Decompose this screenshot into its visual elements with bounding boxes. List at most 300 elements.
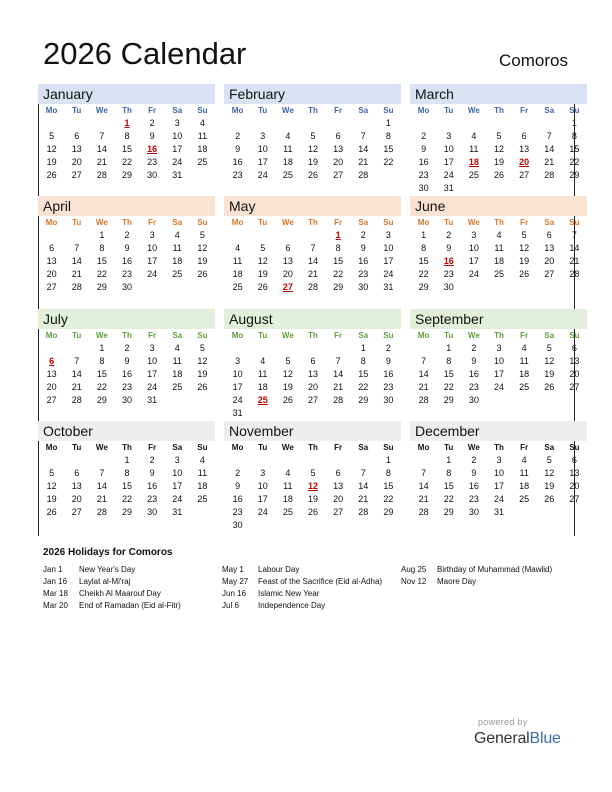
weekday-label: Th bbox=[308, 443, 318, 452]
weekday-label: Sa bbox=[172, 443, 183, 452]
logo-blue: Blue bbox=[529, 730, 561, 747]
weekday-label: Tu bbox=[444, 106, 454, 115]
weekday-label: Tu bbox=[72, 443, 82, 452]
day-cell: 1 bbox=[421, 230, 427, 240]
day-cell: 23 bbox=[418, 170, 429, 180]
day-cell: 6 bbox=[49, 243, 55, 253]
empty-day-cell bbox=[300, 117, 325, 130]
day-cell: 23 bbox=[383, 382, 394, 392]
day-cell: 26 bbox=[197, 382, 208, 392]
holiday-entry bbox=[222, 588, 387, 600]
day-cell: 19 bbox=[197, 369, 208, 379]
day-cell: 23 bbox=[232, 170, 243, 180]
day-cell: 18 bbox=[257, 382, 268, 392]
empty-day-cell bbox=[326, 342, 351, 355]
day-cell: 9 bbox=[235, 481, 241, 491]
weekday-label: We bbox=[281, 443, 294, 452]
weekday-row bbox=[224, 216, 401, 229]
day-cell: 18 bbox=[172, 256, 183, 266]
weekday-label: Sa bbox=[544, 443, 555, 452]
day-cell: 16 bbox=[468, 369, 479, 379]
day-cell: 19 bbox=[307, 494, 318, 504]
day-cell: 26 bbox=[282, 395, 293, 405]
weekday-label: Tu bbox=[72, 218, 82, 227]
day-cell: 24 bbox=[172, 157, 183, 167]
holiday-date: Nov 12 bbox=[401, 577, 427, 586]
weekday-label: Fr bbox=[334, 443, 343, 452]
empty-day-cell bbox=[411, 117, 436, 130]
day-cell: 11 bbox=[283, 144, 293, 154]
week-row bbox=[38, 355, 215, 368]
weekday-label: Sa bbox=[358, 443, 369, 452]
day-cell: 2 bbox=[124, 230, 130, 240]
holiday-name: Maore Day bbox=[437, 577, 477, 586]
day-cell: 3 bbox=[385, 230, 391, 240]
empty-day-cell bbox=[537, 182, 562, 195]
day-cell: 3 bbox=[260, 131, 266, 141]
empty-day-cell bbox=[64, 229, 89, 242]
day-cell: 7 bbox=[421, 356, 427, 366]
day-cell: 16 bbox=[121, 369, 132, 379]
weekday-label: Th bbox=[122, 218, 132, 227]
day-cell: 25 bbox=[282, 507, 293, 517]
day-cell: 20 bbox=[307, 382, 318, 392]
empty-day-cell bbox=[300, 342, 325, 355]
day-cell: 2 bbox=[471, 455, 477, 465]
day-cell: 26 bbox=[257, 282, 268, 292]
day-cell: 1 bbox=[571, 118, 577, 128]
day-cell: 13 bbox=[71, 481, 82, 491]
day-cell: 16 bbox=[468, 481, 479, 491]
day-cell: 19 bbox=[46, 157, 57, 167]
day-cell: 30 bbox=[383, 395, 394, 405]
empty-day-cell bbox=[376, 407, 401, 420]
day-cell: 29 bbox=[96, 282, 107, 292]
day-cell: 3 bbox=[174, 455, 180, 465]
weekday-label: Th bbox=[122, 443, 132, 452]
weekday-row bbox=[410, 329, 587, 342]
day-cell: 14 bbox=[96, 481, 107, 491]
day-cell: 13 bbox=[46, 256, 57, 266]
day-cell: 22 bbox=[121, 494, 132, 504]
day-cell: 14 bbox=[418, 481, 429, 491]
holiday-date: May 27 bbox=[222, 577, 249, 586]
holiday-entry bbox=[222, 576, 387, 588]
day-cell: 29 bbox=[418, 282, 429, 292]
day-cell: 14 bbox=[544, 144, 555, 154]
day-cell: 28 bbox=[333, 395, 344, 405]
day-cell: 10 bbox=[468, 243, 479, 253]
day-cell: 9 bbox=[385, 356, 391, 366]
day-cell: 23 bbox=[468, 382, 479, 392]
day-cell: 8 bbox=[99, 356, 105, 366]
day-cell: 13 bbox=[333, 481, 344, 491]
day-cell: 30 bbox=[121, 282, 132, 292]
empty-day-cell bbox=[326, 407, 351, 420]
day-cell: 1 bbox=[385, 455, 391, 465]
weekday-label: Fr bbox=[520, 218, 529, 227]
day-cell: 25 bbox=[232, 282, 243, 292]
day-cell: 5 bbox=[496, 131, 502, 141]
weekday-label: Mo bbox=[231, 443, 244, 452]
day-cell: 7 bbox=[335, 356, 341, 366]
empty-day-cell bbox=[250, 117, 275, 130]
day-cell: 23 bbox=[443, 269, 454, 279]
day-cell: 28 bbox=[96, 170, 107, 180]
month-header: October bbox=[38, 421, 215, 441]
day-cell: 14 bbox=[358, 144, 369, 154]
week-row bbox=[410, 130, 587, 143]
month-february bbox=[224, 84, 401, 196]
day-cell: 28 bbox=[418, 507, 429, 517]
weekday-label: Fr bbox=[334, 106, 343, 115]
week-row bbox=[224, 281, 401, 294]
day-cell: 29 bbox=[443, 395, 454, 405]
day-cell: 5 bbox=[260, 243, 266, 253]
month-january bbox=[38, 84, 215, 196]
day-cell: 17 bbox=[172, 481, 183, 491]
day-cell: 27 bbox=[71, 170, 82, 180]
weekday-label: Tu bbox=[72, 331, 82, 340]
week-row bbox=[38, 268, 215, 281]
holiday-name: Birthday of Muhammad (Mawlid) bbox=[437, 565, 553, 574]
day-cell: 23 bbox=[232, 507, 243, 517]
holiday-date: Jan 1 bbox=[43, 565, 63, 574]
holiday-name: Labour Day bbox=[258, 565, 300, 574]
day-cell: 5 bbox=[546, 455, 552, 465]
week-row bbox=[410, 355, 587, 368]
holiday-date: Mar 20 bbox=[43, 601, 68, 610]
day-cell: 17 bbox=[147, 369, 158, 379]
day-cell: 27 bbox=[333, 507, 344, 517]
day-cell: 1 bbox=[360, 343, 366, 353]
month-header: March bbox=[410, 84, 587, 104]
day-cell: 27 bbox=[544, 269, 555, 279]
week-row bbox=[224, 467, 401, 480]
day-cell: 5 bbox=[521, 230, 527, 240]
day-cell: 28 bbox=[71, 395, 82, 405]
week-row bbox=[410, 268, 587, 281]
holiday-day-cell: 16 bbox=[147, 144, 158, 154]
weekday-label: Mo bbox=[45, 443, 58, 452]
empty-day-cell bbox=[486, 281, 511, 294]
empty-day-cell bbox=[351, 454, 376, 467]
empty-day-cell bbox=[326, 519, 351, 532]
empty-day-cell bbox=[461, 281, 486, 294]
day-cell: 31 bbox=[232, 408, 243, 418]
day-cell: 30 bbox=[418, 183, 429, 193]
empty-day-cell bbox=[512, 281, 537, 294]
weekday-label: We bbox=[281, 106, 294, 115]
week-row bbox=[224, 381, 401, 394]
day-cell: 4 bbox=[174, 343, 180, 353]
day-cell: 25 bbox=[172, 382, 183, 392]
day-cell: 29 bbox=[121, 170, 132, 180]
day-cell: 21 bbox=[418, 382, 429, 392]
day-cell: 2 bbox=[385, 343, 391, 353]
weekday-label: Sa bbox=[358, 218, 369, 227]
day-cell: 10 bbox=[443, 144, 454, 154]
day-cell: 6 bbox=[571, 455, 577, 465]
weekday-row bbox=[224, 329, 401, 342]
empty-day-cell bbox=[39, 117, 64, 130]
day-cell: 10 bbox=[147, 356, 158, 366]
empty-day-cell bbox=[275, 407, 300, 420]
week-row bbox=[38, 229, 215, 242]
day-cell: 3 bbox=[471, 230, 477, 240]
day-cell: 5 bbox=[285, 356, 291, 366]
day-cell: 20 bbox=[46, 382, 57, 392]
day-cell: 25 bbox=[468, 170, 479, 180]
weekday-label: Mo bbox=[417, 443, 430, 452]
empty-day-cell bbox=[250, 229, 275, 242]
day-cell: 22 bbox=[383, 494, 394, 504]
day-cell: 16 bbox=[383, 369, 394, 379]
holiday-day-cell: 18 bbox=[468, 157, 479, 167]
week-row bbox=[38, 169, 215, 182]
holiday-date: Jan 16 bbox=[43, 577, 68, 586]
day-cell: 26 bbox=[544, 494, 555, 504]
week-row bbox=[38, 242, 215, 255]
day-cell: 20 bbox=[46, 269, 57, 279]
weekday-row bbox=[410, 441, 587, 454]
empty-day-cell bbox=[512, 182, 537, 195]
day-cell: 26 bbox=[519, 269, 530, 279]
holidays-title: 2026 Holidays for Comoros bbox=[43, 547, 173, 558]
week-row bbox=[410, 342, 587, 355]
day-cell: 14 bbox=[418, 369, 429, 379]
day-cell: 6 bbox=[571, 343, 577, 353]
day-cell: 22 bbox=[569, 157, 580, 167]
week-row bbox=[38, 493, 215, 506]
day-cell: 31 bbox=[493, 507, 504, 517]
day-cell: 18 bbox=[282, 494, 293, 504]
day-cell: 14 bbox=[307, 256, 318, 266]
day-cell: 8 bbox=[446, 356, 452, 366]
day-cell: 4 bbox=[174, 230, 180, 240]
day-cell: 13 bbox=[46, 369, 57, 379]
day-cell: 3 bbox=[149, 230, 155, 240]
weekday-label: Tu bbox=[258, 106, 268, 115]
day-cell: 11 bbox=[469, 144, 479, 154]
day-cell: 13 bbox=[71, 144, 82, 154]
day-cell: 22 bbox=[121, 157, 132, 167]
powered-by-text: powered by bbox=[478, 717, 528, 727]
weekday-label: Fr bbox=[334, 218, 343, 227]
empty-day-cell bbox=[512, 117, 537, 130]
day-cell: 7 bbox=[360, 468, 366, 478]
month-november bbox=[224, 421, 401, 533]
week-row bbox=[410, 368, 587, 381]
day-cell: 11 bbox=[519, 356, 529, 366]
day-cell: 2 bbox=[235, 468, 241, 478]
holiday-name: Cheikh Al Maarouf Day bbox=[79, 589, 161, 598]
day-cell: 12 bbox=[282, 369, 293, 379]
day-cell: 4 bbox=[285, 131, 291, 141]
day-cell: 29 bbox=[443, 507, 454, 517]
month-header: December bbox=[410, 421, 587, 441]
day-cell: 3 bbox=[260, 468, 266, 478]
month-december bbox=[410, 421, 587, 533]
day-cell: 26 bbox=[307, 507, 318, 517]
weekday-label: Th bbox=[494, 106, 504, 115]
weekday-label: Su bbox=[383, 106, 394, 115]
day-cell: 23 bbox=[468, 494, 479, 504]
month-header: September bbox=[410, 309, 587, 329]
week-row bbox=[224, 368, 401, 381]
weekday-label: Sa bbox=[544, 331, 555, 340]
day-cell: 21 bbox=[96, 494, 107, 504]
day-cell: 3 bbox=[235, 356, 241, 366]
day-cell: 7 bbox=[571, 230, 577, 240]
day-cell: 24 bbox=[232, 395, 243, 405]
empty-day-cell bbox=[250, 454, 275, 467]
day-cell: 4 bbox=[235, 243, 241, 253]
day-cell: 25 bbox=[519, 382, 530, 392]
day-cell: 1 bbox=[385, 118, 391, 128]
holiday-entry bbox=[43, 564, 213, 576]
holiday-entry bbox=[401, 564, 581, 576]
day-cell: 20 bbox=[544, 256, 555, 266]
empty-day-cell bbox=[39, 342, 64, 355]
week-row bbox=[224, 255, 401, 268]
empty-day-cell bbox=[39, 454, 64, 467]
weekday-label: Su bbox=[197, 218, 208, 227]
holiday-day-cell: 1 bbox=[335, 230, 341, 240]
day-cell: 26 bbox=[46, 170, 57, 180]
day-cell: 18 bbox=[172, 369, 183, 379]
empty-day-cell bbox=[351, 519, 376, 532]
day-cell: 19 bbox=[282, 382, 293, 392]
day-cell: 24 bbox=[493, 382, 504, 392]
empty-day-cell bbox=[64, 342, 89, 355]
day-cell: 19 bbox=[544, 369, 555, 379]
day-cell: 17 bbox=[468, 256, 479, 266]
empty-day-cell bbox=[225, 342, 250, 355]
weekday-label: Mo bbox=[231, 331, 244, 340]
holiday-day-cell: 16 bbox=[443, 256, 454, 266]
day-cell: 15 bbox=[569, 144, 580, 154]
day-cell: 27 bbox=[307, 395, 318, 405]
page-title: 2026 Calendar bbox=[43, 36, 247, 71]
empty-day-cell bbox=[537, 281, 562, 294]
day-cell: 5 bbox=[310, 131, 316, 141]
day-cell: 4 bbox=[199, 118, 205, 128]
day-cell: 23 bbox=[121, 269, 132, 279]
weekday-label: Fr bbox=[520, 443, 529, 452]
day-cell: 24 bbox=[443, 170, 454, 180]
day-cell: 12 bbox=[257, 256, 268, 266]
day-cell: 21 bbox=[333, 382, 344, 392]
day-cell: 11 bbox=[283, 481, 293, 491]
weekday-label: Mo bbox=[45, 106, 58, 115]
holiday-column bbox=[222, 564, 387, 612]
day-cell: 15 bbox=[443, 369, 454, 379]
weekday-label: Sa bbox=[358, 106, 369, 115]
empty-day-cell bbox=[190, 394, 215, 407]
day-cell: 4 bbox=[521, 343, 527, 353]
day-cell: 12 bbox=[307, 144, 318, 154]
empty-day-cell bbox=[64, 454, 89, 467]
week-row bbox=[410, 506, 587, 519]
day-cell: 21 bbox=[358, 494, 369, 504]
empty-day-cell bbox=[537, 394, 562, 407]
day-cell: 30 bbox=[443, 282, 454, 292]
day-cell: 28 bbox=[358, 170, 369, 180]
day-cell: 10 bbox=[147, 243, 158, 253]
empty-day-cell bbox=[351, 407, 376, 420]
holiday-entry bbox=[222, 564, 387, 576]
month-march bbox=[410, 84, 587, 196]
day-cell: 14 bbox=[71, 369, 82, 379]
day-cell: 30 bbox=[468, 395, 479, 405]
weekday-label: Tu bbox=[258, 218, 268, 227]
weekday-label: Su bbox=[569, 106, 580, 115]
weekday-label: Fr bbox=[520, 331, 529, 340]
generalblue-logo[interactable] bbox=[474, 730, 561, 748]
holiday-entry bbox=[401, 576, 581, 588]
day-cell: 19 bbox=[519, 256, 530, 266]
day-cell: 27 bbox=[569, 382, 580, 392]
holiday-name: End of Ramadan (Eid al-Fitr) bbox=[79, 601, 181, 610]
day-cell: 11 bbox=[172, 356, 182, 366]
empty-day-cell bbox=[275, 342, 300, 355]
week-row bbox=[410, 229, 587, 242]
day-cell: 8 bbox=[385, 131, 391, 141]
day-cell: 10 bbox=[172, 468, 183, 478]
day-cell: 1 bbox=[124, 455, 130, 465]
week-row bbox=[38, 255, 215, 268]
day-cell: 14 bbox=[358, 481, 369, 491]
empty-day-cell bbox=[411, 454, 436, 467]
week-row bbox=[224, 506, 401, 519]
day-cell: 27 bbox=[46, 395, 57, 405]
day-cell: 23 bbox=[147, 157, 158, 167]
holiday-entry bbox=[43, 600, 213, 612]
empty-day-cell bbox=[165, 394, 190, 407]
day-cell: 10 bbox=[493, 356, 504, 366]
day-cell: 9 bbox=[235, 144, 241, 154]
weekday-label: Tu bbox=[258, 443, 268, 452]
week-row bbox=[410, 281, 587, 294]
week-row bbox=[224, 342, 401, 355]
day-cell: 11 bbox=[519, 468, 529, 478]
weekday-label: Th bbox=[122, 331, 132, 340]
day-cell: 28 bbox=[418, 395, 429, 405]
day-cell: 30 bbox=[147, 170, 158, 180]
weekday-label: Fr bbox=[148, 218, 157, 227]
day-cell: 30 bbox=[121, 395, 132, 405]
day-cell: 14 bbox=[569, 243, 580, 253]
week-row bbox=[224, 454, 401, 467]
holiday-name: Feast of the Sacrifice (Eid al-Adha) bbox=[258, 577, 383, 586]
day-cell: 22 bbox=[418, 269, 429, 279]
weekday-label: We bbox=[467, 218, 480, 227]
day-cell: 1 bbox=[99, 230, 105, 240]
day-cell: 5 bbox=[310, 468, 316, 478]
day-cell: 7 bbox=[546, 131, 552, 141]
day-cell: 20 bbox=[569, 369, 580, 379]
empty-day-cell bbox=[275, 117, 300, 130]
day-cell: 27 bbox=[519, 170, 530, 180]
day-cell: 20 bbox=[71, 157, 82, 167]
day-cell: 2 bbox=[124, 343, 130, 353]
day-cell: 8 bbox=[360, 356, 366, 366]
week-row bbox=[224, 268, 401, 281]
day-cell: 22 bbox=[96, 382, 107, 392]
empty-day-cell bbox=[326, 117, 351, 130]
day-cell: 18 bbox=[197, 144, 208, 154]
